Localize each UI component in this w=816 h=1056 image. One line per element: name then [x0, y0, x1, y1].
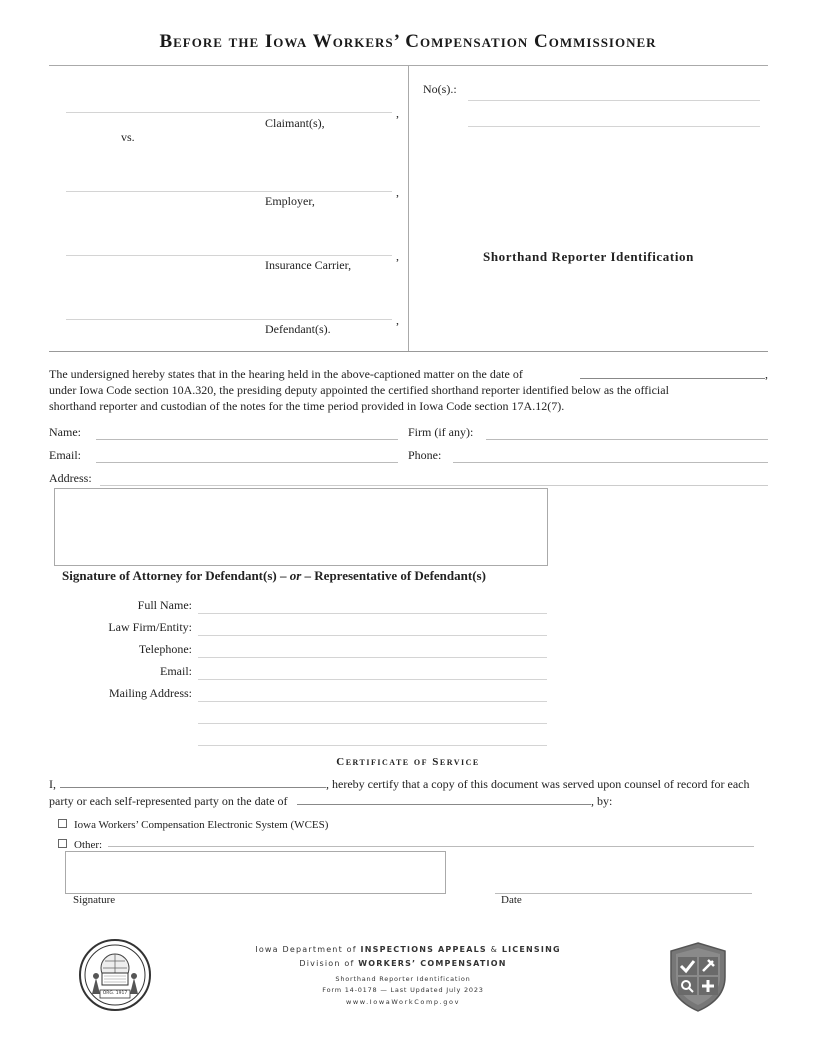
reporter-email-label: Email:: [49, 448, 81, 462]
certificate-i-label: I,: [49, 777, 56, 791]
shield-icon: [668, 941, 728, 1013]
wces-checkbox[interactable]: [58, 819, 67, 828]
insurance-carrier-field[interactable]: [66, 240, 392, 256]
attorney-heading-or: or: [289, 568, 302, 583]
footer-form-title: Shorthand Reporter Identification: [335, 975, 471, 983]
attorney-email-field[interactable]: [198, 664, 547, 680]
attorney-signature-box[interactable]: [54, 488, 548, 566]
reporter-email-field[interactable]: [96, 447, 398, 463]
insurance-carrier-label: Insurance Carrier,: [265, 258, 352, 272]
certificate-signature-box[interactable]: [65, 851, 446, 894]
document-title: Shorthand Reporter Identification: [483, 249, 694, 264]
insurance-comma: ,: [396, 249, 399, 263]
hearing-date-field[interactable]: [580, 365, 765, 379]
wces-label: Iowa Workers’ Compensation Electronic System (WCES): [74, 819, 329, 831]
claimant-name-field[interactable]: [66, 97, 392, 113]
footer-division-name: WORKERS’ COMPENSATION: [358, 959, 507, 968]
defendant-comma: ,: [396, 313, 399, 327]
footer-dept-name2: LICENSING: [501, 945, 561, 954]
wces-option[interactable]: [58, 817, 328, 832]
full-name-label: Full Name:: [137, 598, 192, 612]
defendant-label: Defendant(s).: [265, 322, 331, 336]
party-text: party or each self-represented party on the date of: [49, 794, 288, 808]
employer-name-field[interactable]: [66, 176, 392, 192]
attorney-heading-part2: – Representative of Defendant(s): [304, 568, 486, 583]
attorney-heading-part1: Signature of Attorney for Defendant(s) –: [62, 568, 287, 583]
seal-year: ORG. 1917: [102, 991, 128, 996]
reporter-phone-label: Phone:: [408, 448, 442, 462]
reporter-name-label: Name:: [49, 425, 81, 439]
statement-line-2: under Iowa Code section 10A.320, the presiding deputy appointed the certified shorthand reporter identified below as the official: [49, 383, 669, 397]
certify-text: , hereby certify that a copy of this document was served upon counsel of record for each: [326, 777, 750, 791]
attorney-email-label: Email:: [160, 664, 192, 678]
case-number-field-2[interactable]: [468, 111, 760, 127]
law-firm-field[interactable]: [198, 620, 547, 636]
vs-label: vs.: [121, 130, 135, 144]
footer-dept-prefix: Iowa Department of: [255, 945, 357, 954]
page-title: Before the Iowa Workers’ Compensation Commissioner: [159, 31, 657, 52]
footer-dept-name: INSPECTIONS APPEALS: [360, 945, 487, 954]
other-label: Other:: [74, 839, 103, 851]
date-line[interactable]: [495, 893, 752, 894]
employer-label: Employer,: [265, 194, 315, 208]
signature-label: Signature: [73, 894, 116, 906]
caption-bottom-rule: [49, 351, 768, 352]
attorney-heading: [62, 568, 486, 584]
other-option[interactable]: [58, 837, 102, 852]
mailing-address-field-1[interactable]: [198, 686, 547, 702]
footer-form-number: Form 14-0178 — Last Updated July 2023: [322, 986, 484, 994]
other-method-field[interactable]: [108, 831, 754, 847]
service-date-field[interactable]: [297, 791, 591, 805]
law-firm-label: Law Firm/Entity:: [108, 620, 192, 634]
reporter-address-field[interactable]: [100, 470, 768, 486]
date-label: Date: [501, 894, 522, 906]
case-number-field-1[interactable]: [468, 85, 760, 101]
mailing-address-label: Mailing Address:: [109, 686, 192, 700]
reporter-address-label: Address:: [49, 471, 92, 485]
defendant-name-field[interactable]: [66, 304, 392, 320]
other-checkbox[interactable]: [58, 839, 67, 848]
reporter-name-field[interactable]: [96, 424, 398, 440]
by-text: , by:: [591, 794, 613, 808]
reporter-phone-field[interactable]: [453, 447, 768, 463]
certificate-title: Certificate of Service: [336, 756, 480, 768]
statement-line-1: The undersigned hereby states that in the hearing held in the above-captioned matter on the date of: [49, 367, 523, 381]
case-numbers-label: No(s).:: [423, 82, 457, 96]
mailing-address-field-3[interactable]: [198, 730, 547, 746]
footer-dept-amp: &: [490, 945, 499, 954]
claimant-label: Claimant(s),: [265, 116, 325, 130]
claimant-comma: ,: [396, 106, 399, 120]
caption-divider: [408, 65, 409, 352]
certifier-name-field[interactable]: [60, 774, 326, 788]
full-name-field[interactable]: [198, 598, 547, 614]
employer-comma: ,: [396, 185, 399, 199]
reporter-firm-label: Firm (if any):: [408, 425, 474, 439]
mailing-address-field-2[interactable]: [198, 708, 547, 724]
telephone-label: Telephone:: [138, 642, 192, 656]
statement-comma: ,: [765, 367, 768, 381]
telephone-field[interactable]: [198, 642, 547, 658]
footer-division-prefix: Division of: [299, 959, 355, 968]
footer-website[interactable]: www.IowaWorkComp.gov: [345, 998, 461, 1006]
statement-line-3: shorthand reporter and custodian of the notes for the time period provided in Iowa Code section 17A.12(7).: [49, 399, 565, 413]
reporter-firm-field[interactable]: [486, 424, 768, 440]
workers-comp-shield-logo: [668, 941, 728, 1013]
